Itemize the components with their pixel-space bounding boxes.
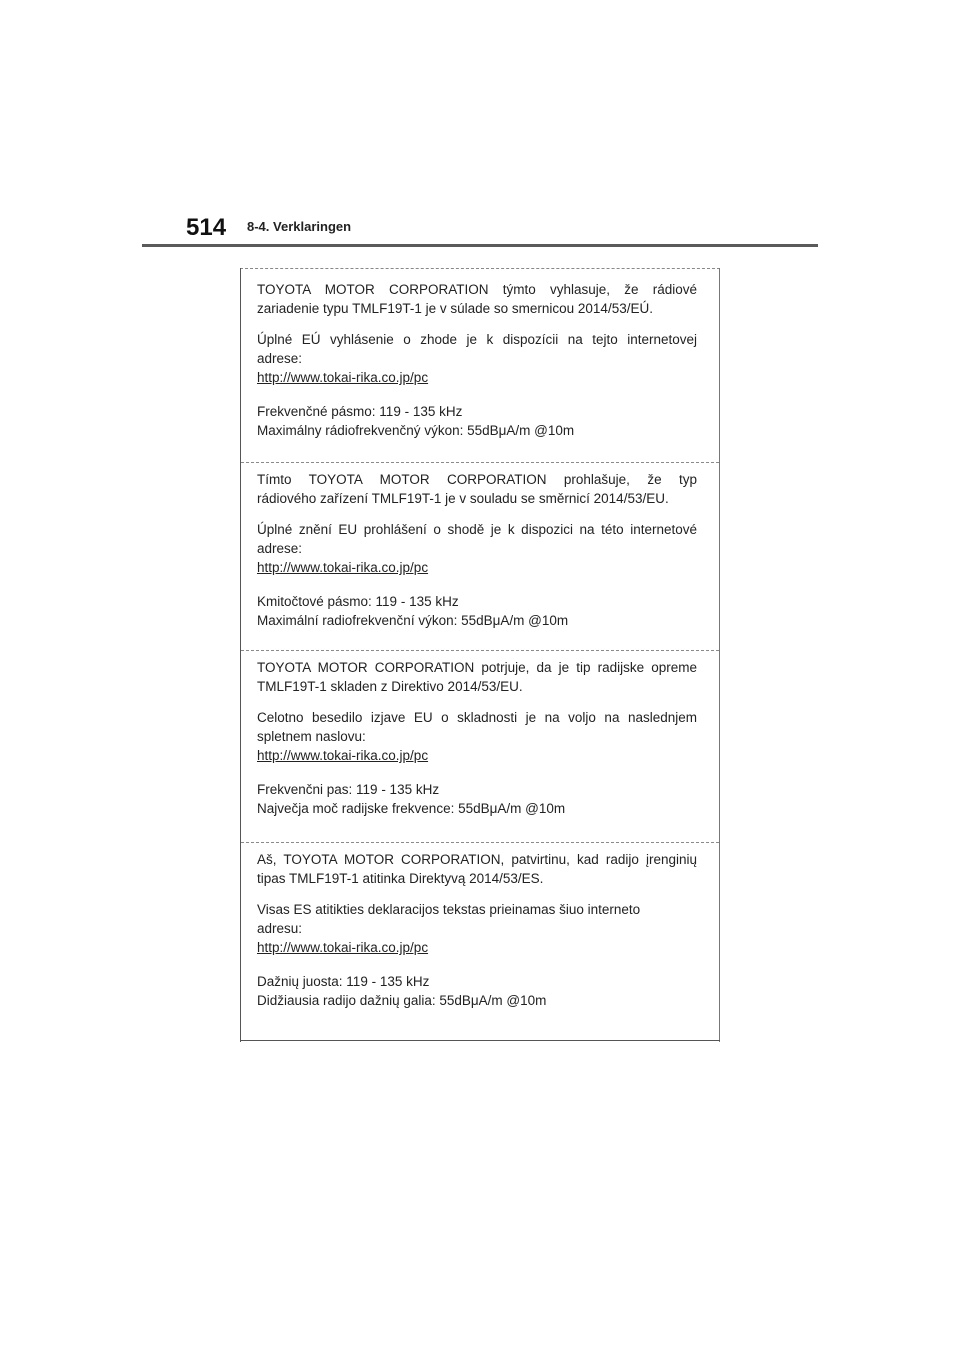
declaration-block-czech [241,460,719,630]
declaration-url-link[interactable]: http://www.tokai-rika.co.jp/pc [257,560,429,575]
declaration-document [240,268,720,1042]
declaration-line: adrese: [257,541,303,556]
intro-line: zariadenie typu TMLF19T-1 je v súlade so smernicou 2014/53/EÚ. [257,301,653,316]
section-title: 8-4. Verklaringen [247,219,352,234]
declaration-line: Visas ES atitikties deklaracijos tekstas prieinamas šiuo interneto [257,902,641,917]
intro-line: tipas TMLF19T-1 atitinka Direktyvą 2014/53/ES. [257,871,544,886]
page-number: 514 [186,214,227,241]
frequency-band: Frekvenčné pásmo: 119 - 135 kHz [257,404,463,419]
frequency-band: Dažnių juosta: 119 - 135 kHz [257,974,430,989]
header-divider [142,244,818,247]
declaration-block-slovenian [241,648,719,818]
max-power: Maximálny rádiofrekvenčný výkon: 55dBμA/m @10m [257,423,575,438]
intro-line: TMLF19T-1 skladen z Direktivo 2014/53/EU. [257,679,523,694]
page-header [0,0,960,250]
declaration-line: adrese: [257,351,303,366]
max-power: Maximální radiofrekvenční výkon: 55dBμA/m @10m [257,613,569,628]
declaration-line: Úplné EÚ vyhlásenie o zhode je k dispozícii na tejto internetovej [257,332,697,347]
intro-line: TOYOTA MOTOR CORPORATION týmto vyhlasuje, že rádiové [257,282,697,297]
declaration-line: Celotno besedilo izjave EU o skladnosti je na voljo na naslednjem [257,710,697,725]
declaration-block-lithuanian [241,840,719,1010]
declaration-line: Úplné znění EU prohlášení o shodě je k dispozici na této internetové [257,522,697,537]
declaration-url-link[interactable]: http://www.tokai-rika.co.jp/pc [257,748,429,763]
document-bottom-border [240,1040,720,1041]
intro-line: rádiového zařízení TMLF19T-1 je v souladu se směrnicí 2014/53/EU. [257,491,669,506]
declaration-block-slovak [241,270,719,440]
declaration-url-link[interactable]: http://www.tokai-rika.co.jp/pc [257,940,429,955]
declaration-line: spletnem naslovu: [257,729,366,744]
intro-line: TOYOTA MOTOR CORPORATION potrjuje, da je tip radijske opreme [257,660,697,675]
frequency-band: Frekvenčni pas: 119 - 135 kHz [257,782,440,797]
frequency-band: Kmitočtové pásmo: 119 - 135 kHz [257,594,459,609]
intro-line: Aš, TOYOTA MOTOR CORPORATION, patvirtinu, kad radijo įrenginių [257,852,697,867]
declaration-url-link[interactable]: http://www.tokai-rika.co.jp/pc [257,370,429,385]
max-power: Didžiausia radijo dažnių galia: 55dBμA/m @10m [257,993,547,1008]
max-power: Največja moč radijske frekvence: 55dBμA/m @10m [257,801,566,816]
intro-line: Tímto TOYOTA MOTOR CORPORATION prohlašuje, že typ [257,472,697,487]
declaration-line: adresu: [257,921,303,936]
